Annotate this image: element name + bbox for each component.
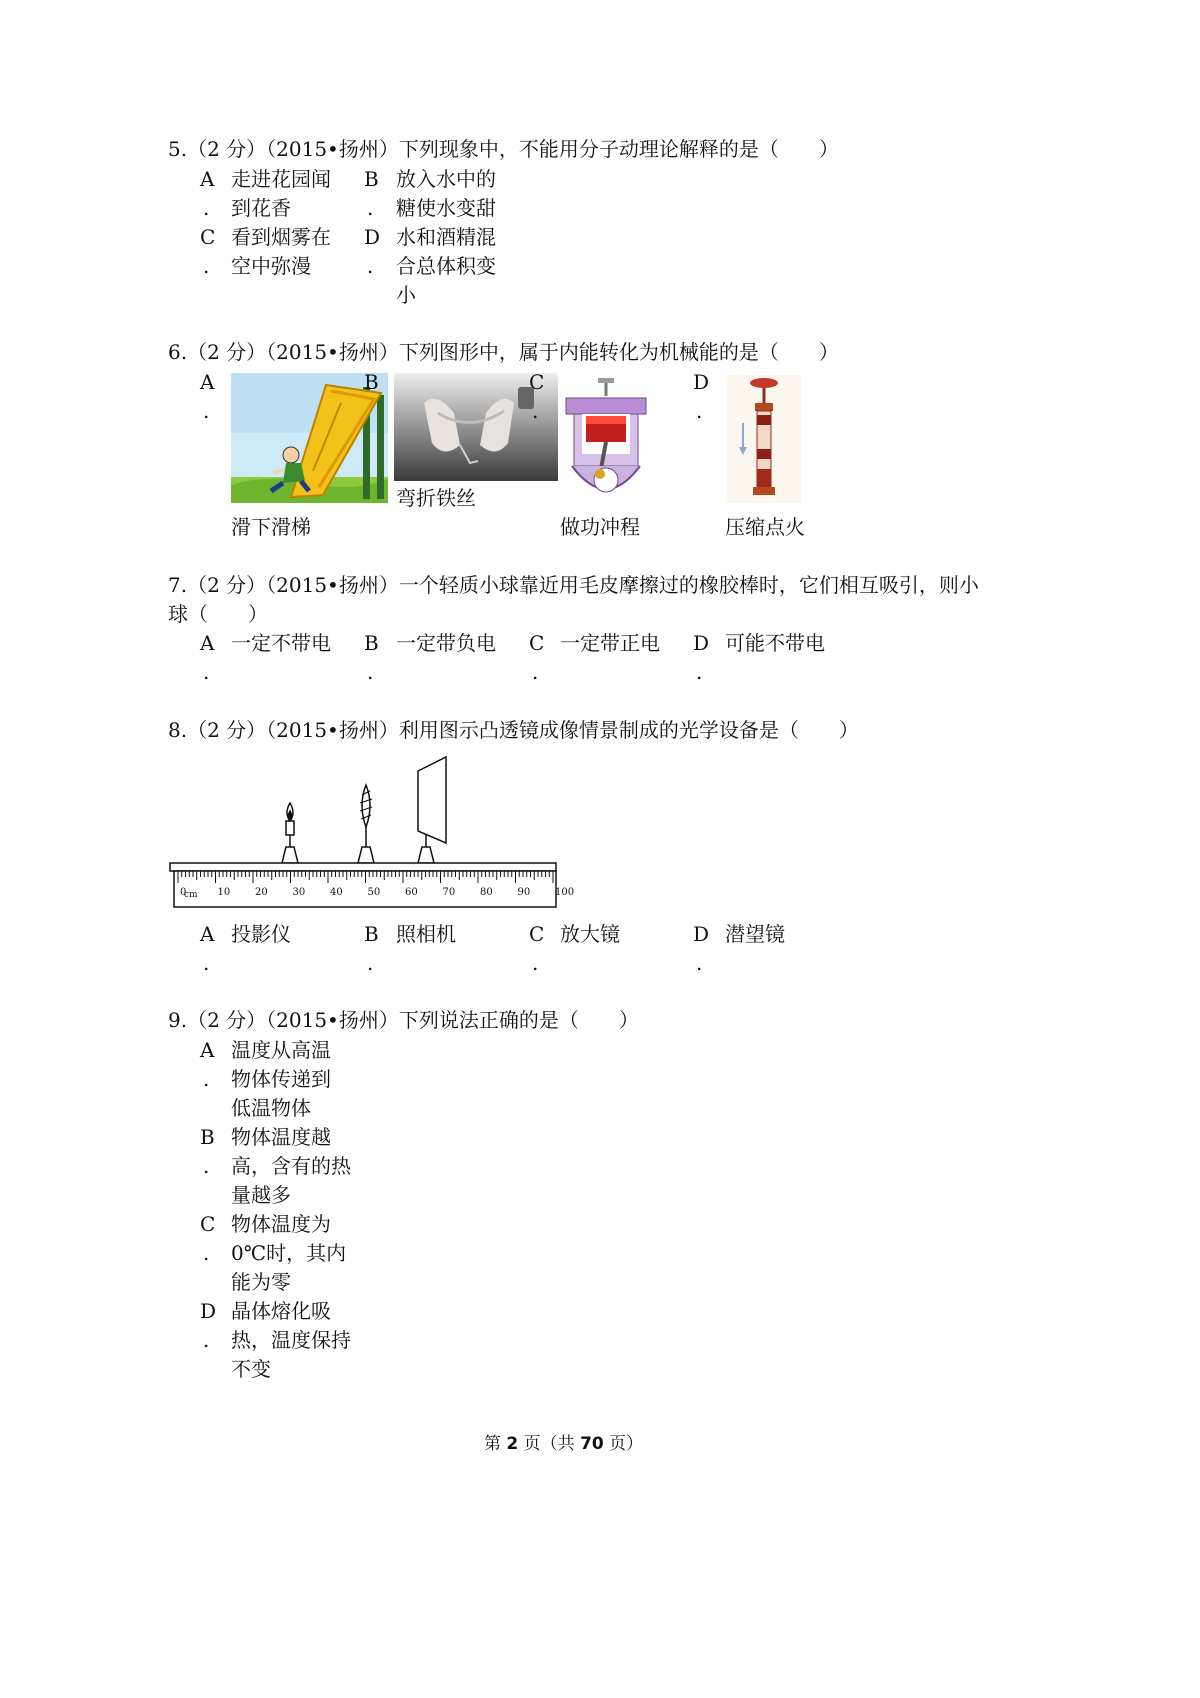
q6-option-a-dot: .	[203, 399, 210, 423]
footer-total-pages: 70	[580, 1434, 604, 1454]
q5-option-a-dot: .	[203, 196, 210, 220]
ruler-tick-label: 50	[367, 887, 381, 898]
q9-option-a-line1[interactable]: 温度从高温	[231, 1038, 331, 1062]
q9-option-b-line2[interactable]: 高，含有的热	[231, 1154, 351, 1178]
q8-option-a-text[interactable]: 投影仪	[231, 922, 291, 946]
q8-option-d-letter: D	[693, 922, 710, 946]
q8-stem: 8.（2 分）（2015•扬州）利用图示凸透镜成像情景制成的光学设备是（ ）	[168, 718, 859, 742]
q8-option-c-text[interactable]: 放大镜	[560, 922, 620, 946]
q9-option-d-line2[interactable]: 热，温度保持	[231, 1328, 351, 1352]
q6-option-c-dot: .	[532, 399, 539, 423]
q5-option-a-letter: A	[200, 167, 215, 191]
q6-option-c-caption: 做功冲程	[560, 515, 640, 539]
q6-option-c-letter: C	[529, 370, 545, 394]
q7-option-a-letter: A	[200, 631, 215, 655]
q9-option-c-line1[interactable]: 物体温度为	[231, 1212, 331, 1236]
q9-option-a-line2[interactable]: 物体传递到	[231, 1067, 331, 1091]
q9-option-a-dot: .	[203, 1067, 210, 1091]
ruler-tick-label: 80	[480, 887, 493, 898]
q5-option-c-letter: C	[200, 225, 216, 249]
q8-option-a-letter: A	[200, 922, 215, 946]
ruler-tick-label: 10	[217, 887, 231, 898]
q9-option-d-line3[interactable]: 不变	[231, 1357, 271, 1381]
q5-stem: 5.（2 分）（2015•扬州）下列现象中，不能用分子动理论解释的是（ ）	[168, 137, 839, 161]
q5-option-c-dot: .	[203, 254, 210, 278]
q5-option-a-line1[interactable]: 走进花园闻	[231, 167, 331, 191]
ruler-tick-label: 100	[555, 887, 575, 898]
q9-option-c-line2[interactable]: 0℃时，其内	[231, 1241, 347, 1265]
footer-page-number: 2	[506, 1434, 519, 1454]
ruler-unit-label: cm	[184, 890, 198, 900]
q7-option-c-text[interactable]: 一定带正电	[560, 631, 660, 655]
q9-option-b-line1[interactable]: 物体温度越	[231, 1125, 331, 1149]
q8-option-d-text[interactable]: 潜望镜	[725, 922, 785, 946]
q8-option-b-letter: B	[364, 922, 379, 946]
ruler-tick-label: 30	[292, 887, 306, 898]
q9-option-d-line1[interactable]: 晶体熔化吸	[231, 1299, 331, 1323]
q6-option-d-dot: .	[696, 399, 703, 423]
q9-stem: 9.（2 分）（2015•扬州）下列说法正确的是（ ）	[168, 1008, 639, 1032]
q7-option-c-letter: C	[529, 631, 545, 655]
q6-option-b-caption: 弯折铁丝	[396, 486, 476, 510]
q6-stem: 6.（2 分）（2015•扬州）下列图形中，属于内能转化为机械能的是（ ）	[168, 340, 839, 364]
q5-option-d-dot: .	[367, 254, 374, 278]
q8-option-c-dot: .	[532, 951, 539, 975]
candle	[282, 803, 298, 863]
footer-prefix: 第	[484, 1434, 507, 1454]
q7-option-c-dot: .	[532, 660, 539, 684]
q9-option-c-dot: .	[203, 1241, 210, 1265]
q9-option-b-line3[interactable]: 量越多	[231, 1183, 291, 1207]
bench-rail	[170, 863, 556, 871]
q6-option-a-letter: A	[200, 370, 215, 394]
q9-option-c-line3[interactable]: 能为零	[231, 1270, 291, 1294]
q7-option-d-dot: .	[696, 660, 703, 684]
q9-option-d-dot: .	[203, 1328, 210, 1352]
q5-option-b-line1[interactable]: 放入水中的	[396, 167, 496, 191]
optical-bench-diagram	[168, 755, 575, 913]
q6-option-a-caption: 滑下滑梯	[231, 515, 311, 539]
q8-option-b-dot: .	[367, 951, 374, 975]
q7-stem-line2: 球（ ）	[168, 602, 268, 626]
compression-ignition-image[interactable]	[727, 375, 801, 503]
q7-option-b-text[interactable]: 一定带负电	[396, 631, 496, 655]
engine-power-stroke-image[interactable]	[560, 376, 652, 504]
q7-option-b-letter: B	[364, 631, 379, 655]
convex-lens	[358, 785, 374, 863]
q8-option-b-text[interactable]: 照相机	[396, 922, 456, 946]
footer-suffix: 页）	[603, 1434, 644, 1454]
q5-option-b-dot: .	[367, 196, 374, 220]
q9-option-a-letter: A	[200, 1038, 215, 1062]
q7-option-b-dot: .	[367, 660, 374, 684]
ruler-tick-label: 0	[180, 887, 187, 898]
ruler-tick-label: 40	[330, 887, 343, 898]
q7-option-d-letter: D	[693, 631, 710, 655]
q7-stem-line1: 7.（2 分）（2015•扬州）一个轻质小球靠近用毛皮摩擦过的橡胶棒时，它们相互吸引，则小	[168, 573, 979, 597]
q6-option-d-letter: D	[693, 370, 710, 394]
q5-option-c-line2[interactable]: 空中弥漫	[231, 254, 311, 278]
q5-option-d-line2[interactable]: 合总体积变	[396, 254, 496, 278]
q5-option-b-letter: B	[364, 167, 379, 191]
page-footer	[484, 1433, 643, 1455]
ruler-tick-label: 90	[517, 887, 531, 898]
q8-option-d-dot: .	[696, 951, 703, 975]
ruler-tick-label: 70	[442, 887, 456, 898]
q9-option-b-dot: .	[203, 1154, 210, 1178]
q7-option-a-dot: .	[203, 660, 210, 684]
q5-option-a-line2[interactable]: 到花香	[231, 196, 291, 220]
q5-option-b-line2[interactable]: 糖使水变甜	[396, 196, 496, 220]
q5-option-c-line1[interactable]: 看到烟雾在	[231, 225, 331, 249]
q9-option-b-letter: B	[200, 1125, 215, 1149]
q8-option-a-dot: .	[203, 951, 210, 975]
q6-option-d-caption: 压缩点火	[725, 515, 805, 539]
q5-option-d-line1[interactable]: 水和酒精混	[396, 225, 496, 249]
ruler-tick-label: 20	[255, 887, 268, 898]
q6-option-b-letter: B	[364, 370, 379, 394]
q5-option-d-line3[interactable]: 小	[396, 283, 416, 307]
q9-option-a-line3[interactable]: 低温物体	[231, 1096, 311, 1120]
light-screen	[418, 757, 446, 863]
q7-option-d-text[interactable]: 可能不带电	[725, 631, 825, 655]
ruler-tick-label: 60	[405, 887, 418, 898]
q5-option-d-letter: D	[364, 225, 381, 249]
q9-option-d-letter: D	[200, 1299, 217, 1323]
footer-middle: 页（共	[518, 1434, 581, 1454]
q8-option-c-letter: C	[529, 922, 545, 946]
q9-option-c-letter: C	[200, 1212, 216, 1236]
q7-option-a-text[interactable]: 一定不带电	[231, 631, 331, 655]
